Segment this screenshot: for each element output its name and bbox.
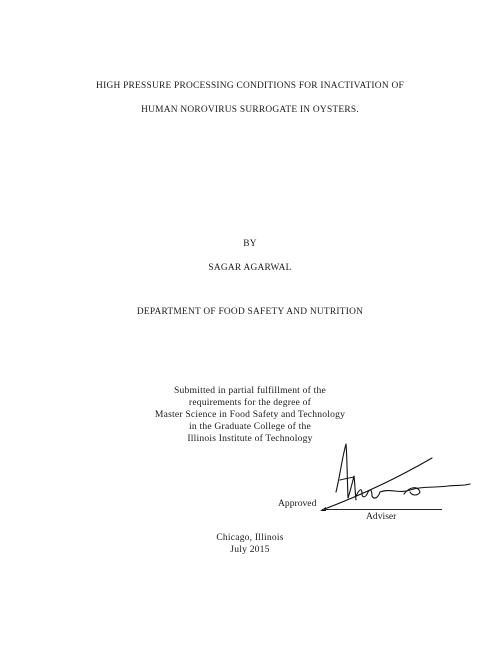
signature-line bbox=[322, 509, 442, 510]
submission-line-5: Illinois Institute of Technology bbox=[187, 433, 313, 444]
submission-line-4: in the Graduate College of the bbox=[189, 421, 311, 432]
submission-date: July 2015 bbox=[230, 544, 270, 555]
department-name: DEPARTMENT OF FOOD SAFETY AND NUTRITION bbox=[136, 307, 364, 317]
adviser-label: Adviser bbox=[366, 511, 397, 522]
location-city: Chicago, Illinois bbox=[216, 532, 284, 543]
author-name: SAGAR AGARWAL bbox=[208, 263, 292, 273]
by-label: BY bbox=[243, 239, 257, 249]
thesis-title-line-1: HIGH PRESSURE PROCESSING CONDITIONS FOR INACTIVATION OF bbox=[96, 81, 404, 91]
thesis-title-line-2: HUMAN NOROVIRUS SURROGATE IN OYSTERS. bbox=[141, 105, 359, 115]
submission-line-3: Master Science in Food Safety and Technology bbox=[154, 409, 346, 420]
submission-line-1: Submitted in partial fulfillment of the bbox=[174, 385, 326, 396]
approved-label: Approved bbox=[278, 498, 317, 509]
submission-line-2: requirements for the degree of bbox=[188, 397, 312, 408]
